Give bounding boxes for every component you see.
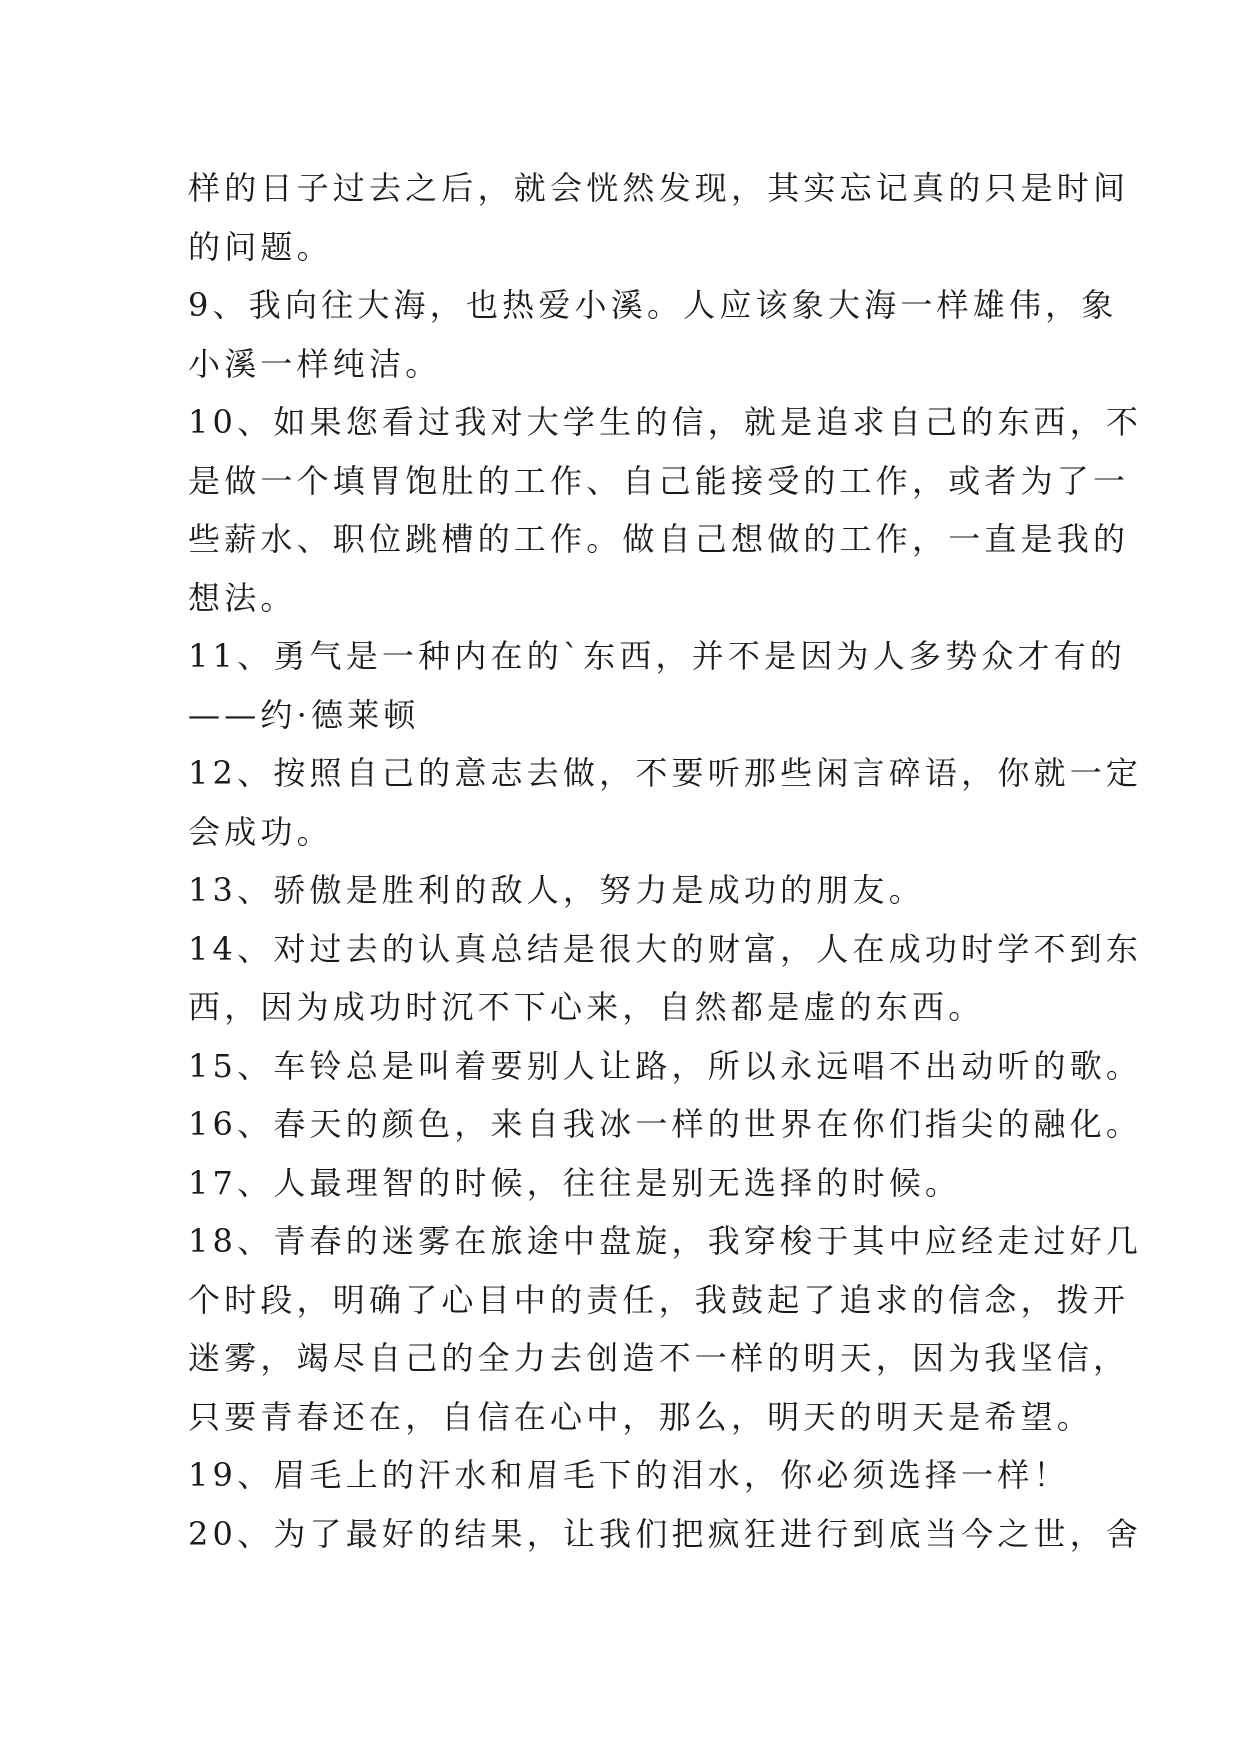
text-line: ——约·德莱顿 bbox=[188, 695, 420, 734]
text-line: 的问题。 bbox=[188, 227, 333, 266]
text-line: 13、骄傲是胜利的敌人，努力是成功的朋友。 bbox=[188, 871, 925, 909]
text-line: 16、春天的颜色，来自我冰一样的世界在你们指尖的融化。 bbox=[188, 1105, 1143, 1143]
text-line: 17、人最理智的时候，往往是别无选择的时候。 bbox=[188, 1163, 962, 1202]
text-line: 是做一个填胃饱肚的工作、自己能接受的工作，或者为了一 bbox=[188, 461, 1130, 500]
text-line: 会成功。 bbox=[188, 812, 333, 851]
text-line: 小溪一样纯洁。 bbox=[188, 344, 442, 383]
text-line: 样的日子过去之后，就会恍然发现，其实忘记真的只是时间 bbox=[188, 169, 1130, 207]
text-line: 想法。 bbox=[188, 578, 297, 617]
text-line: 迷雾，竭尽自己的全力去创造不一样的明天，因为我坚信， bbox=[188, 1339, 1130, 1377]
text-line: 11、勇气是一种内在的`东西，并不是因为人多势众才有的 bbox=[188, 637, 1127, 675]
text-line: 9、我向往大海，也热爱小溪。人应该象大海一样雄伟，象 bbox=[188, 286, 1118, 324]
text-line: 12、按照自己的意志去做，不要听那些闲言碎语，你就一定 bbox=[188, 754, 1143, 792]
text-line: 18、青春的迷雾在旅途中盘旋，我穿梭于其中应经走过好几 bbox=[188, 1222, 1143, 1260]
document-body bbox=[188, 159, 1143, 1563]
text-line: 20、为了最好的结果，让我们把疯狂进行到底当今之世，舍 bbox=[188, 1514, 1143, 1553]
text-line: 14、对过去的认真总结是很大的财富，人在成功时学不到东 bbox=[188, 929, 1143, 968]
text-line: 西，因为成功时沉不下心来，自然都是虚的东西。 bbox=[188, 988, 985, 1026]
text-line: 些薪水、职位跳槽的工作。做自己想做的工作，一直是我的 bbox=[188, 520, 1130, 558]
text-line: 个时段，明确了心目中的责任，我鼓起了追求的信念，拨开 bbox=[188, 1280, 1130, 1319]
text-line: 10、如果您看过我对大学生的信，就是追求自己的东西，不 bbox=[188, 403, 1143, 441]
text-line: 19、眉毛上的汗水和眉毛下的泪水，你必须选择一样！ bbox=[188, 1456, 1070, 1494]
text-line: 15、车铃总是叫着要别人让路，所以永远唱不出动听的歌。 bbox=[188, 1046, 1143, 1085]
text-line: 只要青春还在，自信在心中，那么，明天的明天是希望。 bbox=[188, 1397, 1094, 1436]
